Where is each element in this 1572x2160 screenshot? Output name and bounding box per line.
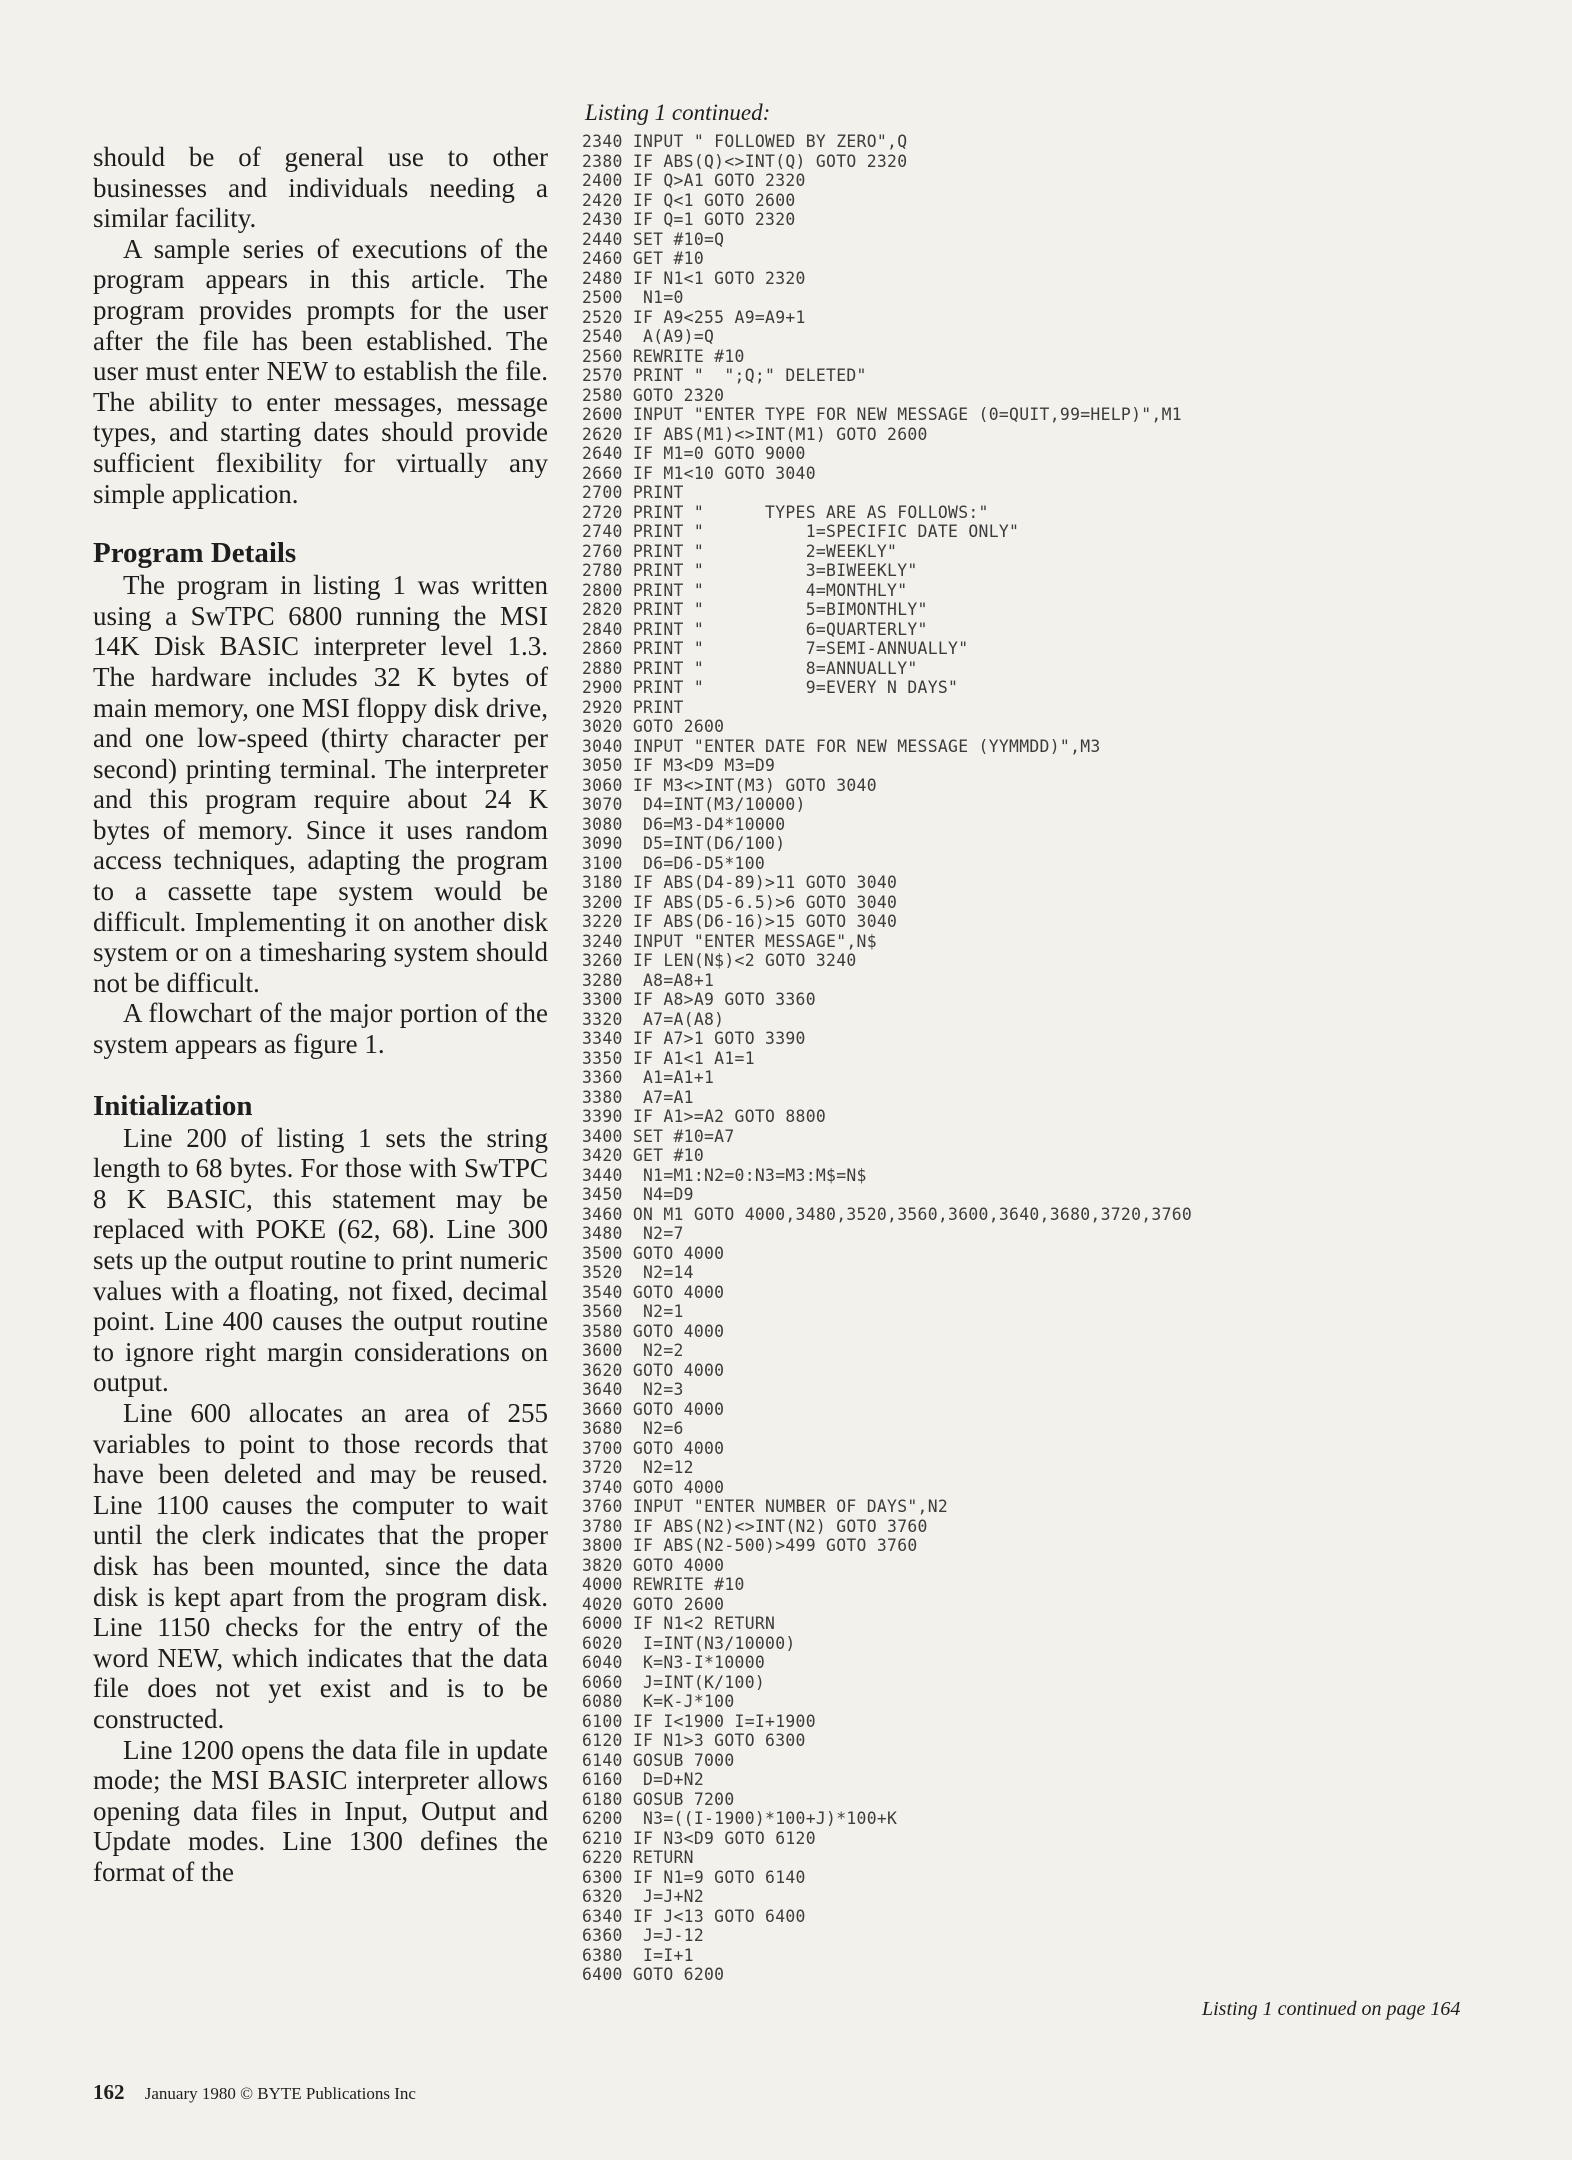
listing-line: 3340 IF A7>1 GOTO 3390 xyxy=(582,1029,806,1048)
paragraph-2: A sample series of executions of the program appears in this article. The program provides prompts for the user after the file has been established. The user must enter NEW to establish the file. The ability to enter messages, message types, and starting dates should provide sufficient flexibility for virtually any simple application. xyxy=(93,233,548,509)
listing-line: 3280 A8=A8+1 xyxy=(582,970,715,990)
listing-line: 2380 IF ABS(Q)<>INT(Q) GOTO 2320 xyxy=(582,151,908,171)
listing-line: 3390 IF A1>=A2 GOTO 8800 xyxy=(582,1107,827,1126)
listing-line: 2920 PRINT xyxy=(582,697,684,717)
listing-line: 3200 IF ABS(D5-6.5)>6 GOTO 3040 xyxy=(582,892,898,912)
listing-line: 2420 IF Q<1 GOTO 2600 xyxy=(582,190,796,210)
listing-line: 3700 GOTO 4000 xyxy=(582,1438,725,1458)
listing-line: 3400 SET #10=A7 xyxy=(582,1126,735,1146)
listing-line: 3620 GOTO 4000 xyxy=(582,1360,725,1380)
listing-line: 3260 IF LEN(N$)<2 GOTO 3240 xyxy=(582,951,857,970)
article-text-column xyxy=(93,142,548,1887)
listing-line: 3050 IF M3<D9 M3=D9 xyxy=(582,756,776,775)
listing-line: 6120 IF N1>3 GOTO 6300 xyxy=(582,1731,806,1750)
listing-line: 4000 REWRITE #10 xyxy=(582,1575,745,1594)
listing-line: 2800 PRINT " 4=MONTHLY" xyxy=(582,580,908,600)
code-listing xyxy=(582,132,1192,1985)
listing-line: 2430 IF Q=1 GOTO 2320 xyxy=(582,210,796,229)
listing-line: 2440 SET #10=Q xyxy=(582,229,725,249)
listing-line: 3420 GET #10 xyxy=(582,1146,705,1165)
listing-line: 6400 GOTO 6200 xyxy=(582,1965,725,1984)
paragraph-6: Line 600 allocates an area of 255 variables to point to those records that have been deleted and may be reused. Line 1100 causes the computer to wait until the clerk indicates that the proper disk has been mounted, since the data disk is kept apart from the program disk. Line 1150 checks for the entry of the word NEW, which indicates that the data file does not yet exist and is to be constructed. xyxy=(93,1397,548,1734)
listing-line: 3450 N4=D9 xyxy=(582,1185,694,1204)
listing-line: 3070 D4=INT(M3/10000) xyxy=(582,795,806,814)
listing-line: 2580 GOTO 2320 xyxy=(582,385,725,405)
listing-line: 6220 RETURN xyxy=(582,1848,694,1867)
listing-line: 6180 GOSUB 7200 xyxy=(582,1789,735,1809)
listing-line: 6340 IF J<13 GOTO 6400 xyxy=(582,1906,806,1926)
listing-line: 3800 IF ABS(N2-500)>499 GOTO 3760 xyxy=(582,1536,918,1555)
listing-line: 3660 GOTO 4000 xyxy=(582,1399,725,1419)
listing-line: 3600 N2=2 xyxy=(582,1341,684,1360)
listing-line: 6380 I=I+1 xyxy=(582,1945,694,1965)
listing-line: 3580 GOTO 4000 xyxy=(582,1321,725,1341)
listing-line: 6200 N3=((I-1900)*100+J)*100+K xyxy=(582,1809,898,1828)
listing-line: 2880 PRINT " 8=ANNUALLY" xyxy=(582,658,918,678)
listing-line: 2700 PRINT xyxy=(582,483,684,502)
listing-line: 6100 IF I<1900 I=I+1900 xyxy=(582,1711,816,1731)
listing-line: 3380 A7=A1 xyxy=(582,1087,694,1107)
listing-line: 3480 N2=7 xyxy=(582,1224,684,1243)
listing-line: 6060 J=INT(K/100) xyxy=(582,1672,766,1692)
listing-line: 6020 I=INT(N3/10000) xyxy=(582,1633,796,1653)
listing-line: 6140 GOSUB 7000 xyxy=(582,1750,735,1770)
listing-line: 2340 INPUT " FOLLOWED BY ZERO",Q xyxy=(582,132,908,151)
listing-line: 3460 ON M1 GOTO 4000,3480,3520,3560,3600,3640,3680,3720,3760 xyxy=(582,1204,1193,1224)
listing-line: 2460 GET #10 xyxy=(582,249,705,268)
section-heading-program-details: Program Details xyxy=(93,537,297,570)
listing-line: 3560 N2=1 xyxy=(582,1302,684,1321)
paragraph-5: Line 200 of listing 1 sets the string length to 68 bytes. For those with SwTPC 8 K BASIC, this statement may be replaced with POKE (62, 68). Line 300 sets up the output routine to print numeric values with a floating, not fixed, decimal point. Line 400 causes the output routine to ignore right margin considerations on output. xyxy=(93,1122,548,1398)
listing-line: 6000 IF N1<2 RETURN xyxy=(582,1614,776,1633)
listing-line: 2520 IF A9<255 A9=A9+1 xyxy=(582,307,806,327)
listing-line: 2540 A(A9)=Q xyxy=(582,327,715,346)
listing-line: 6160 D=D+N2 xyxy=(582,1770,705,1789)
listing-line: 3540 GOTO 4000 xyxy=(582,1282,725,1302)
listing-line: 3300 IF A8>A9 GOTO 3360 xyxy=(582,990,816,1009)
listing-line: 3350 IF A1<1 A1=1 xyxy=(582,1048,755,1068)
paragraph-7: Line 1200 opens the data file in update mode; the MSI BASIC interpreter allows opening data files in Input, Output and Update modes. Line 1300 defines the format of the xyxy=(93,1734,548,1887)
listing-line: 3020 GOTO 2600 xyxy=(582,717,725,736)
listing-line: 2860 PRINT " 7=SEMI-ANNUALLY" xyxy=(582,639,969,658)
listing-line: 6360 J=J-12 xyxy=(582,1926,705,1945)
listing-line: 2840 PRINT " 6=QUARTERLY" xyxy=(582,619,928,639)
listing-line: 3040 INPUT "ENTER DATE FOR NEW MESSAGE (YYMMDD)",M3 xyxy=(582,736,1101,756)
listing-line: 3500 GOTO 4000 xyxy=(582,1243,725,1263)
listing-line: 3080 D6=M3-D4*10000 xyxy=(582,814,786,834)
listing-line: 6210 IF N3<D9 GOTO 6120 xyxy=(582,1828,816,1848)
listing-line: 3680 N2=6 xyxy=(582,1419,684,1438)
listing-line: 2720 PRINT " TYPES ARE AS FOLLOWS:" xyxy=(582,502,989,522)
listing-line: 3640 N2=3 xyxy=(582,1380,684,1399)
paragraph-4: A flowchart of the major portion of the system appears as figure 1. xyxy=(93,998,548,1060)
listing-line: 3180 IF ABS(D4-89)>11 GOTO 3040 xyxy=(582,873,898,892)
listing-line: 4020 GOTO 2600 xyxy=(582,1594,725,1614)
listing-line: 2760 PRINT " 2=WEEKLY" xyxy=(582,541,898,561)
paragraph-1: should be of general use to other businesses and individuals needing a similar facility. xyxy=(93,142,548,234)
footer-credit: January 1980 © BYTE Publications Inc xyxy=(144,2084,416,2103)
listing-line: 6300 IF N1=9 GOTO 6140 xyxy=(582,1867,806,1887)
listing-line: 2620 IF ABS(M1)<>INT(M1) GOTO 2600 xyxy=(582,424,928,444)
listing-line: 2740 PRINT " 1=SPECIFIC DATE ONLY" xyxy=(582,522,1020,541)
listing-line: 3820 GOTO 4000 xyxy=(582,1555,725,1575)
listing-line: 3240 INPUT "ENTER MESSAGE",N$ xyxy=(582,931,877,951)
listing-line: 3100 D6=D6-D5*100 xyxy=(582,853,766,873)
listing-line: 3320 A7=A(A8) xyxy=(582,1009,725,1029)
page-number: 162 xyxy=(93,2080,125,2104)
listing-line: 2500 N1=0 xyxy=(582,288,684,307)
listing-line: 2660 IF M1<10 GOTO 3040 xyxy=(582,463,816,483)
listing-line: 3440 N1=M1:N2=0:N3=M3:M$=N$ xyxy=(582,1165,867,1185)
listing-line: 3060 IF M3<>INT(M3) GOTO 3040 xyxy=(582,775,877,795)
listing-caption: Listing 1 continued: xyxy=(585,100,771,125)
listing-line: 3090 D5=INT(D6/100) xyxy=(582,834,786,853)
listing-line: 2600 INPUT "ENTER TYPE FOR NEW MESSAGE (0=QUIT,99=HELP)",M1 xyxy=(582,405,1182,424)
listing-line: 2480 IF N1<1 GOTO 2320 xyxy=(582,268,806,288)
listing-line: 3760 INPUT "ENTER NUMBER OF DAYS",N2 xyxy=(582,1497,949,1516)
listing-line: 6320 J=J+N2 xyxy=(582,1887,705,1906)
listing-line: 2570 PRINT " ";Q;" DELETED" xyxy=(582,366,867,385)
listing-line: 2900 PRINT " 9=EVERY N DAYS" xyxy=(582,678,959,697)
listing-line: 3720 N2=12 xyxy=(582,1458,694,1477)
section-heading-initialization: Initialization xyxy=(93,1089,253,1122)
listing-line: 3740 GOTO 4000 xyxy=(582,1477,725,1497)
listing-line: 2640 IF M1=0 GOTO 9000 xyxy=(582,444,806,463)
listing-line: 3520 N2=14 xyxy=(582,1263,694,1282)
listing-line: 2780 PRINT " 3=BIWEEKLY" xyxy=(582,561,918,580)
page-footer xyxy=(93,2080,416,2105)
listing-line: 6040 K=N3-I*10000 xyxy=(582,1653,766,1672)
listing-line: 2820 PRINT " 5=BIMONTHLY" xyxy=(582,600,928,619)
listing-line: 2400 IF Q>A1 GOTO 2320 xyxy=(582,171,806,190)
listing-line: 2560 REWRITE #10 xyxy=(582,346,745,366)
listing-line: 6080 K=K-J*100 xyxy=(582,1692,735,1711)
continued-note: Listing 1 continued on page 164 xyxy=(1202,1998,1461,2020)
paragraph-3: The program in listing 1 was written using a SwTPC 6800 running the MSI 14K Disk BASIC interpreter level 1.3. The hardware includes 32 K bytes of main memory, one MSI floppy disk drive, and one low-speed (thirty character per second) printing terminal. The interpreter and this program require about 24 K bytes of memory. Since it uses random access techniques, adapting the program to a cassette tape system would be difficult. Implementing it on another disk system or on a timesharing system should not be difficult. xyxy=(93,570,548,998)
listing-line: 3780 IF ABS(N2)<>INT(N2) GOTO 3760 xyxy=(582,1516,928,1536)
listing-line: 3360 A1=A1+1 xyxy=(582,1068,715,1087)
listing-line: 3220 IF ABS(D6-16)>15 GOTO 3040 xyxy=(582,912,898,931)
